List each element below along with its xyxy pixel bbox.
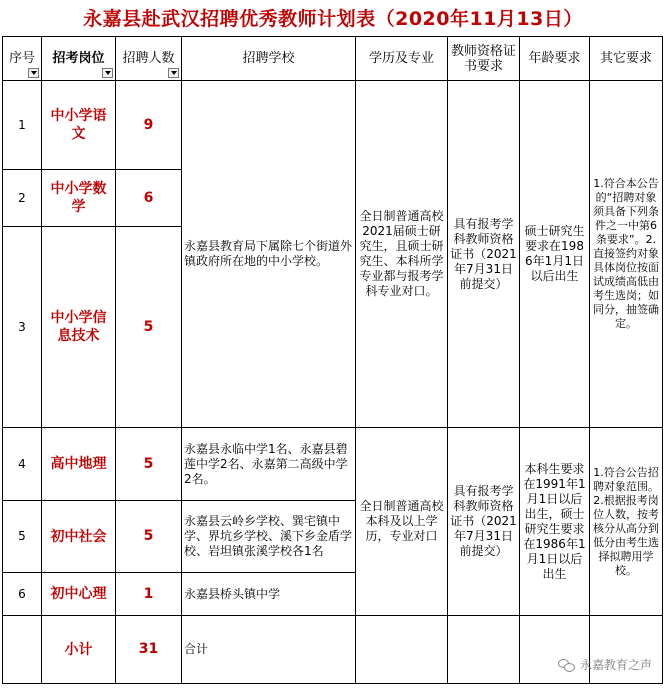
row-no: 5 bbox=[3, 501, 42, 573]
row-school: 永嘉县云岭乡学校、巽宅镇中学、界坑乡学校、溪下乡金盾学校、岩坦镇张溪学校各1名 bbox=[182, 501, 356, 573]
row-no: 3 bbox=[3, 227, 42, 428]
header-other: 其它要求 bbox=[590, 37, 663, 81]
row-education: 全日制普通高校本科及以上学历，专业对口 bbox=[356, 428, 448, 616]
row-certificate: 具有报考学科教师资格证书（2021年7月31日前提交） bbox=[448, 81, 520, 428]
watermark-text: 永嘉教育之声 bbox=[579, 658, 652, 672]
row-count: 6 bbox=[116, 170, 182, 227]
header-no: 序号 bbox=[3, 37, 42, 81]
watermark bbox=[558, 656, 652, 673]
subtotal-education bbox=[356, 616, 448, 684]
page-title: 永嘉县赴武汉招聘优秀教师计划表（2020年11月13日） bbox=[83, 7, 583, 30]
filter-dropdown-icon[interactable] bbox=[28, 68, 39, 78]
subtotal-no bbox=[3, 616, 42, 684]
recruitment-table bbox=[2, 36, 663, 684]
row-count: 1 bbox=[116, 573, 182, 616]
table-row bbox=[3, 428, 663, 501]
row-position: 初中社会 bbox=[42, 501, 116, 573]
row-school: 永嘉县永临中学1名、永嘉县碧莲中学2名、永嘉第二高级中学2名。 bbox=[182, 428, 356, 501]
table-row bbox=[3, 81, 663, 170]
row-age: 本科生要求在1991年1月1日以后出生，硕士研究生要求在1986年1月1日以后出生 bbox=[520, 428, 590, 616]
subtotal-label: 小计 bbox=[42, 616, 116, 684]
header-row bbox=[3, 37, 663, 81]
row-position: 中小学数学 bbox=[42, 170, 116, 227]
row-count: 5 bbox=[116, 428, 182, 501]
row-count: 5 bbox=[116, 227, 182, 428]
header-age: 年龄要求 bbox=[520, 37, 590, 81]
subtotal-certificate bbox=[448, 616, 520, 684]
subtotal-school: 合计 bbox=[182, 616, 356, 684]
subtotal-row bbox=[3, 616, 663, 684]
header-count: 招聘人数 bbox=[116, 37, 182, 81]
row-education: 全日制普通高校2021届硕士研究生，且硕士研究生、本科所学专业都与报考学科专业对口。 bbox=[356, 81, 448, 428]
subtotal-other bbox=[590, 616, 663, 684]
row-position: 初中心理 bbox=[42, 573, 116, 616]
row-position: 中小学信息技术 bbox=[42, 227, 116, 428]
row-no: 4 bbox=[3, 428, 42, 501]
header-school: 招聘学校 bbox=[182, 37, 356, 81]
row-count: 9 bbox=[116, 81, 182, 170]
subtotal-count: 31 bbox=[116, 616, 182, 684]
header-position: 招考岗位 bbox=[42, 37, 116, 81]
row-certificate: 具有报考学科教师资格证书（2021年7月31日前提交） bbox=[448, 428, 520, 616]
subtotal-age bbox=[520, 616, 590, 684]
row-other: 1.符合本公告的“招聘对象须具备下列条件之一中第6条要求”。2.直接签约对象具体岗位按面试成绩高低由考生选岗；如同分，抽签确定。 bbox=[590, 81, 663, 428]
row-no: 1 bbox=[3, 81, 42, 170]
row-no: 6 bbox=[3, 573, 42, 616]
wechat-icon bbox=[558, 658, 576, 672]
row-school: 永嘉县教育局下属除七个街道外镇政府所在地的中小学校。 bbox=[182, 81, 356, 428]
filter-dropdown-icon[interactable] bbox=[168, 68, 179, 78]
row-count: 5 bbox=[116, 501, 182, 573]
row-other: 1.符合公告招聘对象范围。2.根据报考岗位人数，按考核分从高分到低分由考生选择拟聘用学校。 bbox=[590, 428, 663, 616]
row-age: 硕士研究生要求在1986年1月1日以后出生 bbox=[520, 81, 590, 428]
filter-dropdown-icon[interactable] bbox=[102, 68, 113, 78]
row-position: 中小学语文 bbox=[42, 81, 116, 170]
row-school: 永嘉县桥头镇中学 bbox=[182, 573, 356, 616]
row-no: 2 bbox=[3, 170, 42, 227]
header-education: 学历及专业 bbox=[356, 37, 448, 81]
row-position: 高中地理 bbox=[42, 428, 116, 501]
header-certificate: 教师资格证书要求 bbox=[448, 37, 520, 81]
